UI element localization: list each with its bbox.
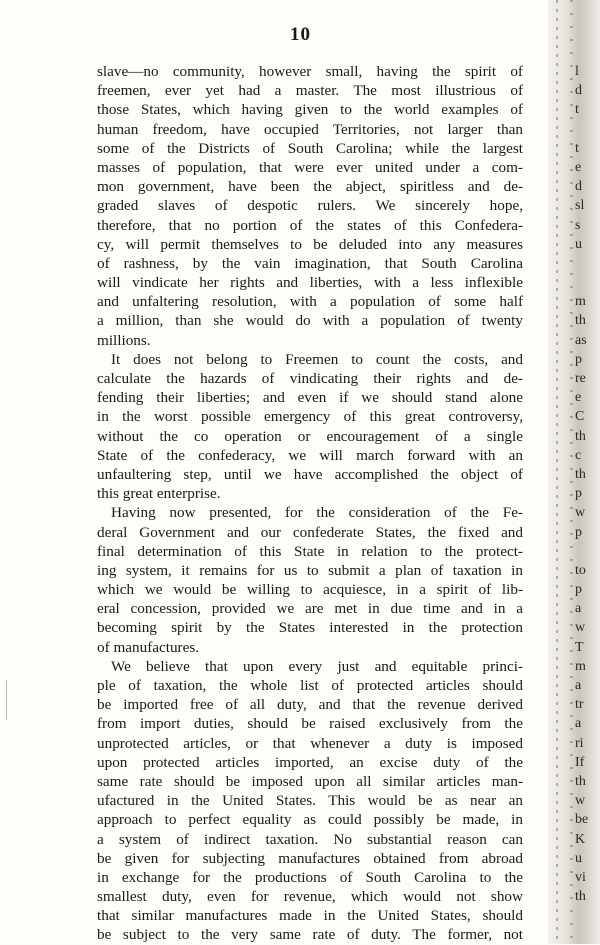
text-line: be given for subjecting manufactures obtained from abroad: [97, 849, 523, 867]
facing-page-fragment: t: [575, 140, 579, 156]
margin-mark: [6, 680, 7, 720]
facing-page-fragment: d: [575, 179, 582, 195]
text-line: approach to perfect equality as could possibly be made, in: [97, 811, 523, 829]
facing-page-fragment: e: [575, 159, 582, 175]
text-line: ufactured in the United States. This would be as near an: [97, 792, 523, 810]
text-line: and unfaltering resolution, with a population of some half: [97, 293, 523, 311]
text-line: that similar manufactures made in the United States, should: [97, 907, 523, 925]
text-line: ple of taxation, the whole list of protected articles should: [97, 677, 523, 694]
text-line: millions.: [97, 331, 151, 349]
text-line: in exchange for the productions of South Carolina to the: [97, 868, 523, 886]
facing-page-fragment: [575, 273, 600, 292]
page-number: 10: [290, 24, 311, 45]
facing-page-fragment: ri: [575, 735, 584, 751]
facing-page-fragment: th: [575, 313, 586, 329]
text-line: will vindicate her rights and liberties, with a less inflexible: [97, 274, 523, 292]
text-line: freemen, ever yet had a master. The most illustrious of: [97, 82, 523, 100]
facing-page-fragment: m: [575, 658, 586, 674]
facing-page-fragment: w: [575, 620, 586, 636]
text-line: deral Government and our confederate States, the fixed and: [97, 523, 523, 541]
text-line: some of the Districts of South Carolina; while the largest: [97, 139, 523, 157]
text-line: be imported free of all duty, and that the revenue derived: [97, 696, 523, 714]
facing-page-fragment: re: [575, 371, 586, 386]
text-line: of manufactures.: [97, 638, 200, 656]
facing-page-fragment: tr: [575, 697, 584, 713]
text-line: unfaultering step, until we have accomplished the object of: [97, 465, 523, 483]
text-line: which we would be willing to acquiesce, in a spirit of lib-: [97, 581, 523, 599]
text-line: same rate should be imposed upon all similar articles man-: [97, 772, 523, 790]
facing-page-fragment: T: [575, 639, 584, 655]
facing-page-fragment: e: [575, 390, 582, 406]
text-line: We believe that upon every just and equitable princi-: [111, 657, 523, 675]
facing-page-fragment: a: [575, 716, 582, 732]
text-line: this great enterprise.: [97, 485, 221, 503]
facing-page-fragment: [575, 542, 600, 561]
facing-page-fragment: p: [575, 524, 582, 540]
text-line: therefore, that no portion of the states of this Confedera-: [97, 216, 523, 234]
text-line: a million, than she would do with a population of twenty: [97, 312, 523, 330]
facing-page-fragments: [575, 62, 600, 906]
facing-page-fragment: th: [575, 773, 586, 789]
facing-page-fragment: sl: [575, 198, 585, 214]
facing-page-fragment: [575, 254, 600, 273]
facing-page-fragment: as: [575, 332, 587, 348]
text-line: smallest duty, even for revenue, which would not show: [97, 888, 523, 906]
facing-page-fragment: u: [575, 850, 582, 866]
facing-page-fragment: u: [575, 236, 582, 252]
facing-page-fragment: t: [575, 102, 579, 118]
text-line: a system of indirect taxation. No substantial reason can: [97, 830, 523, 848]
facing-page-fragment: [575, 120, 600, 139]
text-line: becoming spirit by the States interested in the protection: [97, 619, 523, 637]
text-line: be subject to the very same rate of duty. The former, not: [97, 926, 523, 944]
facing-page-fragment: w: [575, 505, 586, 521]
text-line: cy, will permit themselves to be deluded into any measures: [97, 235, 523, 253]
facing-page-fragment: m: [575, 294, 586, 310]
text-line: final determination of this State in relation to the protect-: [97, 542, 523, 560]
text-line: those States, which having given to the world examples of: [97, 101, 523, 119]
text-line: unprotected articles, or that whenever a duty is imposed: [97, 734, 523, 752]
text-line: calculate the hazards of vindicating their rights and de-: [97, 370, 523, 387]
body-text: [97, 62, 523, 945]
text-line: in the worst possible emergency of this great controversy,: [97, 408, 523, 426]
text-line: upon protected articles imported, an excise duty of the: [97, 753, 523, 771]
facing-page-fragment: p: [575, 582, 582, 598]
facing-page-fragment: p: [575, 351, 582, 367]
facing-page-fragment: c: [575, 447, 582, 463]
text-line: from import duties, should be raised exclusively from the: [97, 715, 523, 733]
facing-page-fragment: K: [575, 831, 586, 847]
facing-page-fragment: be: [575, 812, 589, 828]
facing-page-fragment: th: [575, 428, 586, 444]
facing-page-fragment: to: [575, 562, 586, 578]
text-line: human freedom, have occupied Territories, not larger than: [97, 120, 523, 138]
facing-page-fragment: a: [575, 601, 582, 617]
facing-page-fragment: th: [575, 889, 586, 905]
facing-page-fragment: vi: [575, 869, 586, 885]
facing-page-fragment: l: [575, 64, 579, 79]
facing-page-fragment: w: [575, 793, 586, 809]
facing-page-fragment: a: [575, 678, 582, 693]
facing-page-fragment: p: [575, 486, 582, 502]
text-line: slave—no community, however small, having the spirit of: [97, 63, 523, 80]
text-line: ing system, it remains for us to submit a plan of taxation in: [97, 561, 523, 579]
facing-page-fragment: th: [575, 466, 586, 482]
text-line: masses of population, that were ever united under a com-: [97, 158, 523, 176]
facing-page-fragment: If: [575, 754, 585, 770]
text-line: without the co operation or encouragement of a single: [97, 427, 523, 445]
facing-page-fragment: d: [575, 83, 582, 99]
text-line: eral concession, provided we are met in due time and in a: [97, 600, 523, 618]
text-line: Having now presented, for the consideration of the Fe-: [111, 504, 523, 522]
text-line: It does not belong to Freemen to count the costs, and: [111, 350, 523, 368]
text-line: graded slaves of despotic rulers. We sincerely hope,: [97, 197, 523, 215]
facing-page-fragment: s: [575, 217, 581, 233]
text-line: fending their liberties; and even if we should stand alone: [97, 389, 523, 407]
text-line: State of the confederacy, we will march forward with an: [97, 446, 523, 464]
text-line: mon government, have been the abject, spiritless and de-: [97, 178, 523, 196]
text-line: of rashness, by the vain imagination, that South Carolina: [97, 254, 523, 272]
facing-page-fragment: C: [575, 409, 585, 425]
